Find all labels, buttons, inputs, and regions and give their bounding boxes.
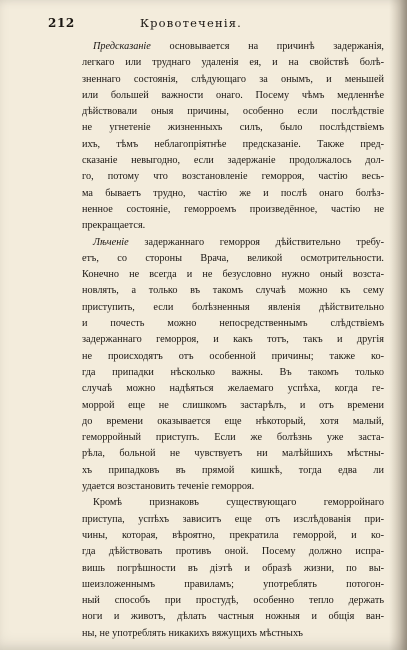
text-line bbox=[82, 398, 384, 414]
text-line bbox=[82, 349, 384, 365]
paragraph bbox=[82, 495, 384, 642]
text-line bbox=[82, 593, 384, 609]
line-text: ноги и животъ, дѣлать частныя ножныя и общія ван- bbox=[82, 611, 384, 623]
text-line bbox=[82, 479, 384, 495]
line-text: задержаннаго геморроя, и какъ тотъ, такъ и другія bbox=[82, 334, 384, 346]
text-line bbox=[82, 300, 384, 316]
line-text: ихъ, тѣмъ неблагопріятнѣе предсказаніе. Также пред- bbox=[82, 138, 384, 150]
text-line bbox=[82, 544, 384, 560]
line-text: сказаніе невыгодно, если задержаніе продолжалось дол- bbox=[82, 155, 384, 167]
text-line bbox=[82, 55, 384, 71]
text-line bbox=[82, 169, 384, 185]
line-text: ма бываетъ трудно, частію же и послѣ онаго болѣз- bbox=[82, 187, 384, 199]
paragraph bbox=[82, 39, 384, 235]
text-line bbox=[82, 495, 384, 511]
line-text: прекращается. bbox=[82, 220, 146, 232]
text-line bbox=[82, 202, 384, 218]
line-text: задержаннаго геморроя дѣйствительно требу- bbox=[128, 236, 384, 248]
text-line bbox=[82, 235, 384, 251]
line-text: основывается на причинѣ задержанія, bbox=[150, 41, 384, 52]
text-line bbox=[82, 512, 384, 528]
text-line bbox=[82, 528, 384, 544]
text-line bbox=[82, 577, 384, 593]
line-text: удается возстановить теченіе геморроя. bbox=[82, 481, 255, 493]
text-line bbox=[82, 381, 384, 397]
text-line bbox=[82, 609, 384, 625]
page-gutter-shadow bbox=[389, 0, 407, 650]
text-line bbox=[82, 463, 384, 479]
line-text: ненное состояніе, геморроемъ произведённое, частію не bbox=[82, 203, 384, 215]
text-line bbox=[82, 137, 384, 153]
line-text: Конечно не всегда и не безусловно нужно оный возста- bbox=[82, 269, 384, 281]
line-text: зненнаго состоянія, слѣдующаго за онымъ, и меньшей bbox=[82, 73, 384, 85]
text-line bbox=[82, 283, 384, 299]
running-head-title: Кровотеченія. bbox=[140, 16, 243, 30]
text-line bbox=[82, 626, 384, 642]
text-line bbox=[82, 446, 384, 462]
line-text: новлять, а только въ такомъ случаѣ можно къ сему bbox=[82, 285, 384, 297]
line-text: приступить, если болѣзненныя явленія дѣйствительно bbox=[82, 301, 384, 313]
page-number: 212 bbox=[48, 16, 75, 30]
line-text: и почесть можно непосредственнымъ слѣдствіемъ bbox=[82, 318, 384, 330]
line-text: Кромѣ признаковъ существующаго геморройнаго bbox=[93, 497, 384, 509]
line-text: вишь погрѣшности въ діэтѣ и образѣ жизни, по вы- bbox=[82, 562, 384, 574]
italic-heading: Предсказаніе bbox=[93, 41, 151, 52]
line-text: гда припадки нѣсколько важны. Въ такомъ только bbox=[82, 366, 384, 378]
line-text: ный способъ при простудѣ, особенно тепло держать bbox=[82, 595, 384, 607]
text-line bbox=[82, 88, 384, 104]
line-text: хъ припадковъ въ прямой кишкѣ, тогда едва ли bbox=[82, 464, 384, 476]
line-text: не происходятъ отъ особенной причины; также ко- bbox=[82, 350, 384, 362]
text-line bbox=[82, 251, 384, 267]
text-line bbox=[82, 332, 384, 348]
line-text: рѣла, больной не чувствуетъ ни малѣйшихъ мѣстны- bbox=[82, 448, 384, 460]
line-text: шеизложеннымъ правиламъ; употреблять потогон- bbox=[82, 578, 384, 590]
text-line bbox=[82, 430, 384, 446]
line-text: моррой еще не слишкомъ застарѣлъ, и отъ времени bbox=[82, 399, 384, 411]
text-line bbox=[82, 153, 384, 169]
line-text: ны, не употреблять никакихъ вяжущихъ мѣстныхъ bbox=[82, 627, 303, 639]
text-line bbox=[82, 72, 384, 88]
italic-heading: Лѣченіе bbox=[93, 236, 129, 248]
paragraph bbox=[82, 235, 384, 496]
line-text: приступа, успѣхъ зависитъ еще отъ изслѣдованія при- bbox=[82, 513, 384, 525]
text-line bbox=[82, 186, 384, 202]
text-line bbox=[82, 39, 384, 55]
line-text: до времени оказывается еще нѣкоторый, хотя малый, bbox=[82, 415, 384, 427]
line-text: дѣйствовали оныя причины, особенно если послѣдствiе bbox=[82, 106, 384, 118]
text-line bbox=[82, 120, 384, 136]
text-line bbox=[82, 104, 384, 120]
text-line bbox=[82, 316, 384, 332]
line-text: не угнетеніе жизненныхъ силъ, было послѣдствiемъ bbox=[82, 122, 384, 134]
running-header bbox=[48, 16, 378, 34]
line-text: гда дѣйствовать противъ оной. Посему должно испра- bbox=[82, 546, 384, 558]
text-line bbox=[82, 365, 384, 381]
text-line bbox=[82, 218, 384, 234]
line-text: геморройный приступъ. Если же болѣзнь уже заста- bbox=[82, 432, 384, 444]
line-text: случаѣ можно надѣяться желаемаго успѣха, когда ге- bbox=[82, 383, 384, 395]
text-line bbox=[82, 267, 384, 283]
text-line bbox=[82, 561, 384, 577]
text-line bbox=[82, 414, 384, 430]
line-text: го, потому что возстановленіе геморроя, частію весь- bbox=[82, 171, 384, 183]
body-text bbox=[82, 39, 384, 642]
line-text: или большей важности онаго. Посему чѣмъ медленнѣе bbox=[82, 89, 384, 101]
line-text: легкаго или труднаго удаленія ея, и на свойствѣ болѣ- bbox=[82, 57, 384, 69]
line-text: етъ, со стороны Врача, великой осмотрительности. bbox=[82, 252, 384, 264]
line-text: чины, которая, вѣроятно, прекратила геморрой, и ко- bbox=[82, 529, 384, 541]
